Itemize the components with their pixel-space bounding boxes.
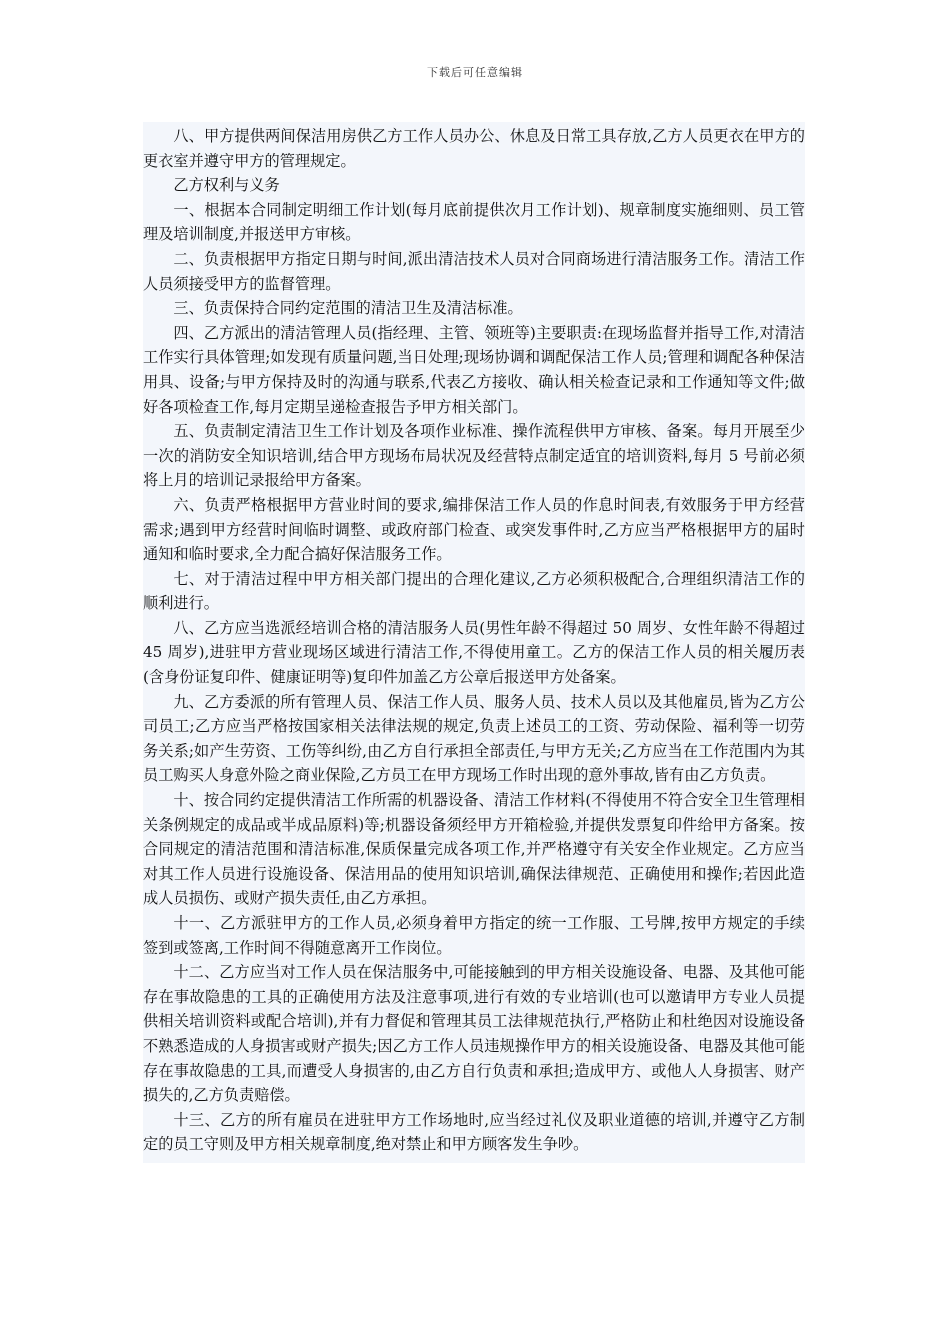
clause-10: 十、按合同约定提供清洁工作所需的机器设备、清洁工作材料(不得使用不符合安全卫生管理相关条例规定的成品或半成品原料)等;机器设备须经甲方开箱检验,并提供发票复印件给甲方备案。按合同规定的清洁范围和清洁标准,保质保量完成各项工作,并严格遵守有关安全作业规定。乙方应当对其工作人员进行设施设备、保洁用品的使用知识培训,确保法律规范、正确使用和操作;若因此造成人员损伤、或财产损失责任,由乙方承担。 (143, 791, 805, 908)
page-header: 下载后可任意编辑 (427, 66, 523, 79)
clause-8: 八、乙方应当选派经培训合格的清洁服务人员(男性年龄不得超过 50 周岁、女性年龄不得超过 45 周岁),进驻甲方营业现场区域进行清洁工作,不得使用童工。乙方的保洁工作人员的相关履历表(含身份证复印件、健康证明等)复印件加盖乙方公章后报送甲方处备案。 (143, 618, 805, 687)
clause-13: 十三、乙方的所有雇员在进驻甲方工作场地时,应当经过礼仪及职业道德的培训,并遵守乙方制定的员工守则及甲方相关规章制度,绝对禁止和甲方顾客发生争吵。 (143, 1110, 805, 1154)
section-heading-party-b-rights: 乙方权利与义务 (173, 176, 280, 195)
clause-7: 七、对于清洁过程中甲方相关部门提出的合理化建议,乙方必须积极配合,合理组织清洁工作的顺利进行。 (143, 569, 805, 613)
clause-12: 十二、乙方应当对工作人员在保洁服务中,可能接触到的甲方相关设施设备、电器、及其他可能存在事故隐患的工具的正确使用方法及注意事项,进行有效的专业培训(也可以邀请甲方专业人员提供相关培训资料或配合培训),并有力督促和管理其员工法律规范执行,严格防止和杜绝因对设施设备不熟悉造成的人身损害或财产损失;因乙方工作人员违规操作甲方的相关设施设备、电器及其他可能存在事故隐患的工具,而遭受人身损害的,由乙方自行负责和承担;造成甲方、或他人人身损害、财产损失的,乙方负责赔偿。 (143, 963, 805, 1105)
clause-6: 六、负责严格根据甲方营业时间的要求,编排保洁工作人员的作息时间表,有效服务于甲方经营需求;遇到甲方经营时间临时调整、或政府部门检查、或突发事件时,乙方应当严格根据甲方的届时通知和临时要求,全力配合搞好保洁服务工作。 (143, 495, 805, 564)
clause-11: 十一、乙方派驻甲方的工作人员,必须身着甲方指定的统一工作服、工号牌,按甲方规定的手续签到或签离,工作时间不得随意离开工作岗位。 (143, 914, 805, 957)
clause-5: 五、负责制定清洁卫生工作计划及各项作业标准、操作流程供甲方审核、备案。每月开展至少一次的消防安全知识培训,结合甲方现场布局状况及经营特点制定适宜的培训资料,每月 5 号前必须将上月的培训记录报给甲方备案。 (143, 422, 805, 490)
clause-2: 二、负责根据甲方指定日期与时间,派出清洁技术人员对合同商场进行清洁服务工作。清洁工作人员须接受甲方的监督管理。 (143, 249, 805, 293)
clause-9: 九、乙方委派的所有管理人员、保洁工作人员、服务人员、技术人员以及其他雇员,皆为乙方公司员工;乙方应当严格按国家相关法律法规的规定,负责上述员工的工资、劳动保险、福利等一切劳务关系;如产生劳资、工伤等纠纷,由乙方自行承担全部责任,与甲方无关;乙方应当在工作范围内为其员工购买人身意外险之商业保险,乙方员工在甲方现场工作时出现的意外事故,皆有由乙方负责。 (143, 692, 805, 785)
clause-3: 三、负责保持合同约定范围的清洁卫生及清洁标准。 (173, 299, 523, 318)
clause-1: 一、根据本合同制定明细工作计划(每月底前提供次月工作计划)、规章制度实施细则、员工管理及培训制度,并报送甲方审核。 (143, 200, 805, 244)
document-body (143, 122, 805, 1163)
clause-4: 四、乙方派出的清洁管理人员(指经理、主管、领班等)主要职责:在现场监督并指导工作,对清洁工作实行具体管理;如发现有质量问题,当日处理;现场协调和调配保洁工作人员;管理和调配各种保洁用具、设备;与甲方保持及时的沟通与联系,代表乙方接收、确认相关检查记录和工作通知等文件;做好各项检查工作,每月定期呈递检查报告予甲方相关部门。 (143, 323, 805, 416)
clause-8-party-a: 八、甲方提供两间保洁用房供乙方工作人员办公、休息及日常工具存放,乙方人员更衣在甲方的更衣室并遵守甲方的管理规定。 (143, 127, 805, 170)
